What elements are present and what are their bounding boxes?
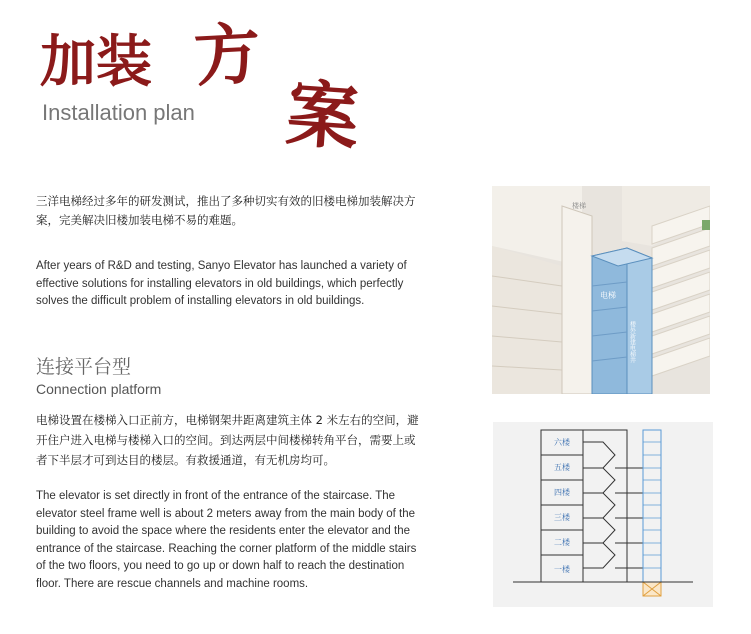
floor-label-2: 二楼 xyxy=(554,538,570,547)
floor-label-6: 六楼 xyxy=(554,438,570,447)
floor-label-1: 一楼 xyxy=(554,565,570,574)
title-part-1: 加装 xyxy=(40,29,152,95)
title-part-2: 方 xyxy=(192,14,263,96)
shaft-label: 楼外新建电梯井 xyxy=(628,321,636,363)
floor-label-5: 五楼 xyxy=(554,463,570,472)
floor-label-4: 四楼 xyxy=(554,488,570,497)
floor-connection-diagram xyxy=(493,422,713,607)
section-body-chinese: 电梯设置在楼梯入口正前方，电梯钢架井距离建筑主体 2 米左右的空间，避开住户进入电梯与楼梯入口的空间。到达两层中间楼梯转角平台，需要上或者下半层才可到达目的楼层。有救援通道，有无机房均可。 xyxy=(36,413,419,467)
stair-label: 楼梯 xyxy=(572,202,586,210)
intro-english: After years of R&D and testing, Sanyo Elevator has launched a variety of effective solutions for installing elevators in old buildings, which perfectly solves the difficult problem of installing elevators in old buildings. xyxy=(36,260,407,307)
section-title-english: Connection platform xyxy=(36,381,162,397)
floor-label-3: 三楼 xyxy=(554,513,570,522)
building-model-illustration xyxy=(492,186,710,394)
page-subtitle: Installation plan xyxy=(42,100,195,125)
section-body-english: The elevator is set directly in front of the entrance of the staircase. The elevator steel frame well is about 2 meters away from the main body of the building to avoid the space where the residents enter the elevator and the entrance of the staircase. Reaching the corner platform of the middle stairs of the two floors, you need to go up or down half to reach the destination floor. There are rescue channels and machine rooms. xyxy=(36,490,417,590)
elevator-label: 电梯 xyxy=(600,291,616,300)
section-title-chinese: 连接平台型 xyxy=(36,356,132,378)
intro-chinese: 三洋电梯经过多年的研发测试，推出了多种切实有效的旧楼电梯加装解决方案，完美解决旧楼加装电梯不易的难题。 xyxy=(36,194,416,227)
title-part-3: 案 xyxy=(283,70,362,161)
